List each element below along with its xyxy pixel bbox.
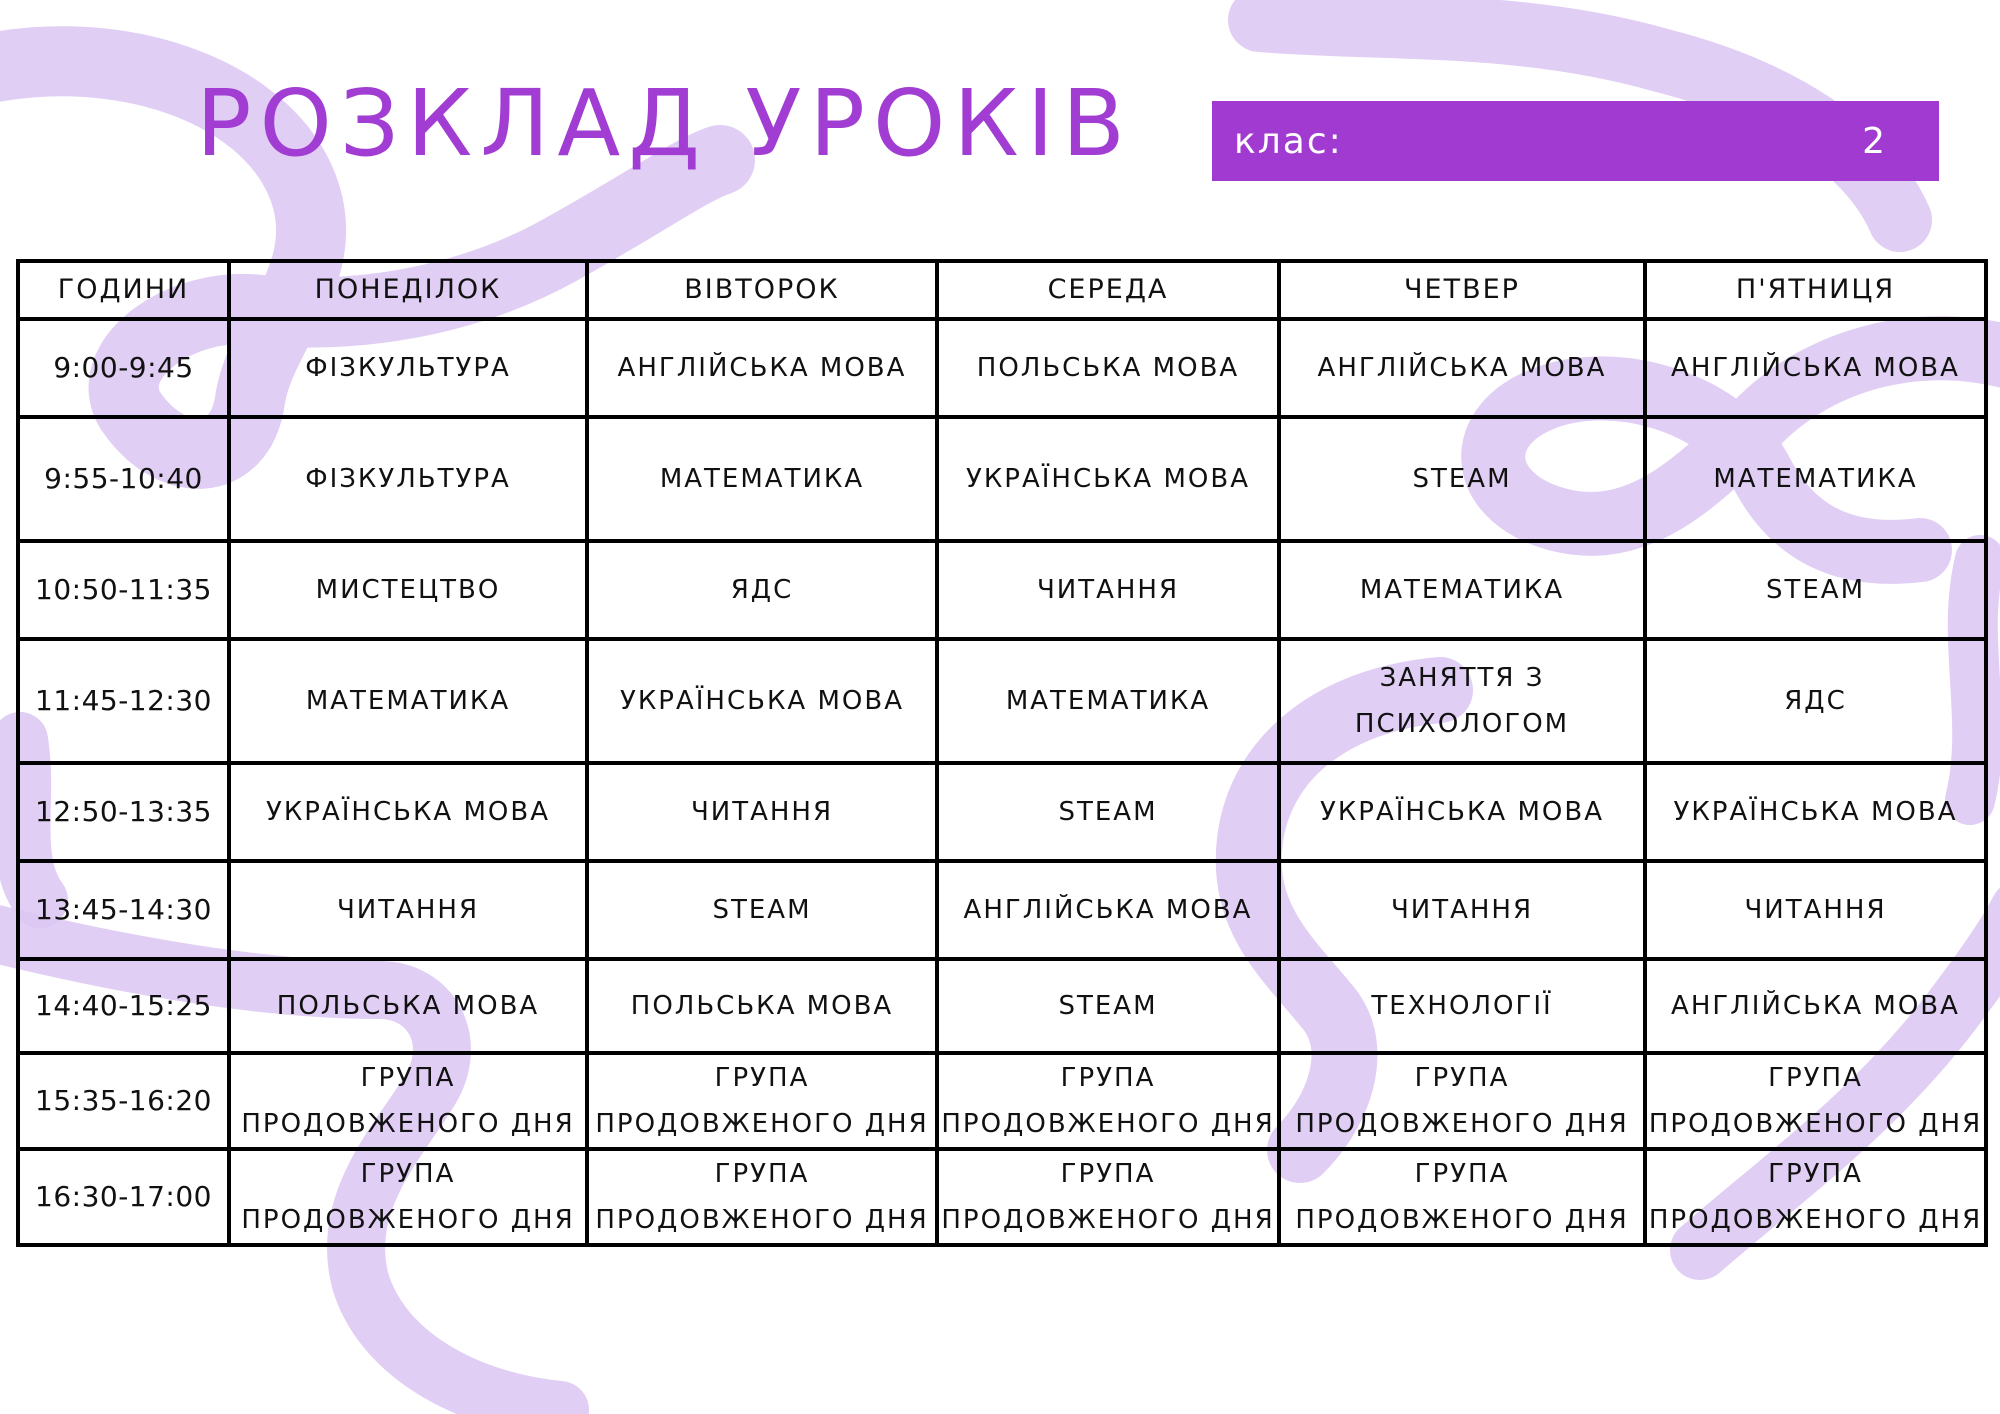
lesson-cell: STEAM xyxy=(587,861,937,959)
time-cell: 13:45-14:30 xyxy=(18,861,229,959)
lesson-cell: STEAM xyxy=(937,959,1279,1053)
lesson-cell: STEAM xyxy=(1645,541,1986,639)
time-cell: 9:00-9:45 xyxy=(18,319,229,417)
table-row xyxy=(18,763,1986,861)
class-label: клас: xyxy=(1234,120,1343,162)
lesson-cell: ПОЛЬСЬКА МОВА xyxy=(587,959,937,1053)
page-title: РОЗКЛАД УРОКІВ xyxy=(196,70,1133,177)
time-cell: 14:40-15:25 xyxy=(18,959,229,1053)
lesson-cell: ГРУПА ПРОДОВЖЕНОГО ДНЯ xyxy=(229,1053,587,1149)
lesson-cell: УКРАЇНСЬКА МОВА xyxy=(937,417,1279,541)
lesson-cell: МАТЕМАТИКА xyxy=(229,639,587,763)
lesson-cell: ЯДС xyxy=(587,541,937,639)
time-cell: 9:55-10:40 xyxy=(18,417,229,541)
lesson-cell: МАТЕМАТИКА xyxy=(937,639,1279,763)
lesson-cell: ГРУПА ПРОДОВЖЕНОГО ДНЯ xyxy=(1279,1053,1645,1149)
table-row xyxy=(18,959,1986,1053)
lesson-cell: STEAM xyxy=(1279,417,1645,541)
schedule-table xyxy=(16,259,1988,1247)
time-cell: 12:50-13:35 xyxy=(18,763,229,861)
lesson-cell: ЯДС xyxy=(1645,639,1986,763)
lesson-cell: МАТЕМАТИКА xyxy=(587,417,937,541)
table-row xyxy=(18,319,1986,417)
lesson-cell: STEAM xyxy=(937,763,1279,861)
lesson-cell: УКРАЇНСЬКА МОВА xyxy=(229,763,587,861)
time-cell: 10:50-11:35 xyxy=(18,541,229,639)
lesson-cell: ПОЛЬСЬКА МОВА xyxy=(937,319,1279,417)
header-monday: ПОНЕДІЛОК xyxy=(229,261,587,319)
header-row xyxy=(18,261,1986,319)
header-friday: П'ЯТНИЦЯ xyxy=(1645,261,1986,319)
lesson-cell: ФІЗКУЛЬТУРА xyxy=(229,417,587,541)
lesson-cell: ЧИТАННЯ xyxy=(1645,861,1986,959)
header-tuesday: ВІВТОРОК xyxy=(587,261,937,319)
lesson-cell: ПОЛЬСЬКА МОВА xyxy=(229,959,587,1053)
table-row xyxy=(18,417,1986,541)
class-bar xyxy=(1212,101,1939,181)
lesson-cell: ГРУПА ПРОДОВЖЕНОГО ДНЯ xyxy=(587,1149,937,1245)
lesson-cell: МАТЕМАТИКА xyxy=(1645,417,1986,541)
lesson-cell: АНГЛІЙСЬКА МОВА xyxy=(937,861,1279,959)
lesson-cell: ГРУПА ПРОДОВЖЕНОГО ДНЯ xyxy=(937,1149,1279,1245)
lesson-cell: ГРУПА ПРОДОВЖЕНОГО ДНЯ xyxy=(1645,1149,1986,1245)
lesson-cell: МАТЕМАТИКА xyxy=(1279,541,1645,639)
lesson-cell: ТЕХНОЛОГІЇ xyxy=(1279,959,1645,1053)
lesson-cell: УКРАЇНСЬКА МОВА xyxy=(1645,763,1986,861)
lesson-cell: АНГЛІЙСЬКА МОВА xyxy=(1645,319,1986,417)
lesson-cell: ГРУПА ПРОДОВЖЕНОГО ДНЯ xyxy=(1279,1149,1645,1245)
lesson-cell: УКРАЇНСЬКА МОВА xyxy=(1279,763,1645,861)
lesson-cell: АНГЛІЙСЬКА МОВА xyxy=(1279,319,1645,417)
lesson-cell: АНГЛІЙСЬКА МОВА xyxy=(1645,959,1986,1053)
lesson-cell: ГРУПА ПРОДОВЖЕНОГО ДНЯ xyxy=(587,1053,937,1149)
lesson-cell: ЧИТАННЯ xyxy=(229,861,587,959)
lesson-cell: ФІЗКУЛЬТУРА xyxy=(229,319,587,417)
lesson-cell: МИСТЕЦТВО xyxy=(229,541,587,639)
time-cell: 16:30-17:00 xyxy=(18,1149,229,1245)
lesson-cell: ЧИТАННЯ xyxy=(587,763,937,861)
lesson-cell: ЧИТАННЯ xyxy=(937,541,1279,639)
table-row xyxy=(18,1149,1986,1245)
lesson-cell: АНГЛІЙСЬКА МОВА xyxy=(587,319,937,417)
lesson-cell: ГРУПА ПРОДОВЖЕНОГО ДНЯ xyxy=(937,1053,1279,1149)
table-row xyxy=(18,541,1986,639)
lesson-cell: ЗАНЯТТЯ З ПСИХОЛОГОМ xyxy=(1279,639,1645,763)
time-cell: 11:45-12:30 xyxy=(18,639,229,763)
header-hours: ГОДИНИ xyxy=(18,261,229,319)
lesson-cell: ЧИТАННЯ xyxy=(1279,861,1645,959)
lesson-cell: ГРУПА ПРОДОВЖЕНОГО ДНЯ xyxy=(1645,1053,1986,1149)
lesson-cell: ГРУПА ПРОДОВЖЕНОГО ДНЯ xyxy=(229,1149,587,1245)
table-row xyxy=(18,639,1986,763)
time-cell: 15:35-16:20 xyxy=(18,1053,229,1149)
lesson-cell: УКРАЇНСЬКА МОВА xyxy=(587,639,937,763)
class-value: 2 xyxy=(1862,120,1885,162)
header-wednesday: СЕРЕДА xyxy=(937,261,1279,319)
table-row xyxy=(18,1053,1986,1149)
header-thursday: ЧЕТВЕР xyxy=(1279,261,1645,319)
table-row xyxy=(18,861,1986,959)
